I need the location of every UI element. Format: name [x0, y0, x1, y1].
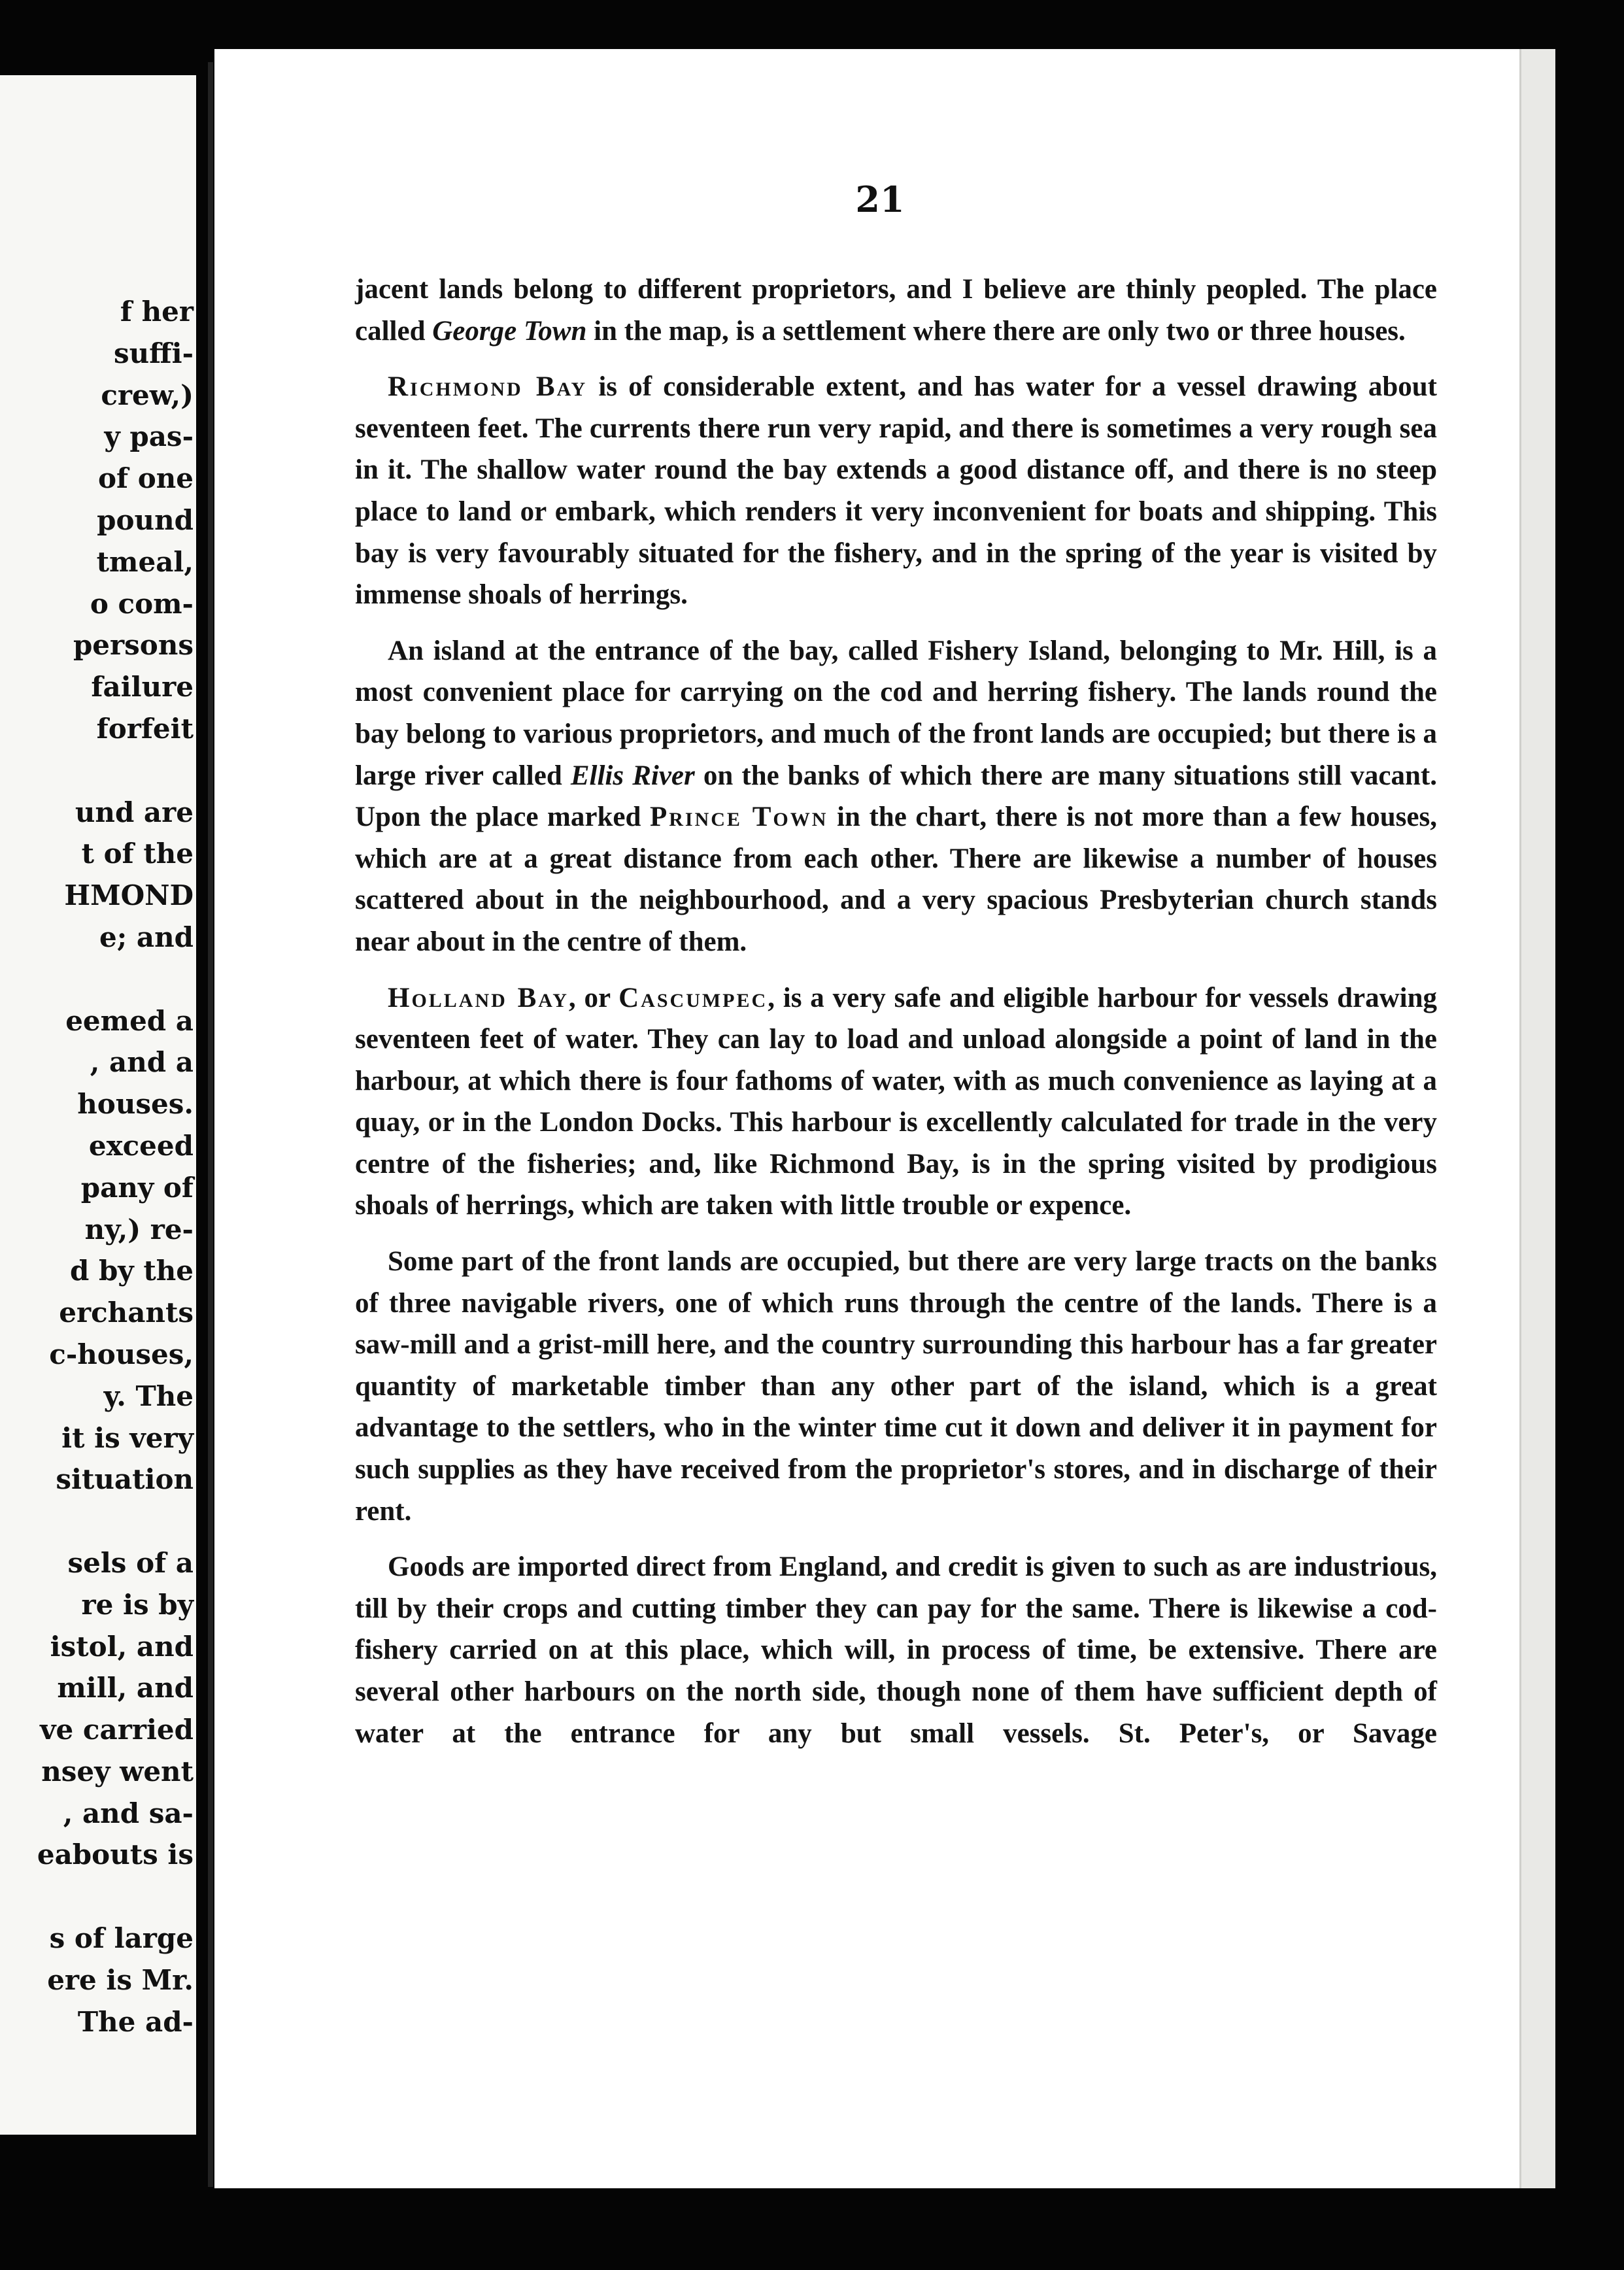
previous-page-line: erchants	[59, 1296, 194, 1329]
previous-page-line: it is very	[61, 1421, 194, 1454]
page-edge-shadow	[1519, 49, 1555, 2188]
previous-page-line: istol, and	[50, 1630, 194, 1663]
previous-page-line: ere is Mr.	[47, 1963, 194, 1996]
previous-page-line	[0, 1876, 194, 1918]
p2-text: is of considerable extent, and has water for a vessel drawing about seventeen feet. The currents there run very rapid, and there is sometimes a very rough sea in it. The shallow water round the bay extends a good distance off, and there is no steep place to land or embark, which renders it very inconvenient for boats and shipping. This bay is very favourably situated for the fishery, and in the spring of the year is visited by immense shoals of herrings.	[355, 371, 1437, 611]
p4-caps-a: Holland Bay	[388, 982, 569, 1013]
p5-text: Some part of the front lands are occupied, but there are very large tracts on the banks of three navigable rivers, one of which runs through the centre of the lands. There is a saw-mill and a grist-mill here, and the country surrounding this harbour has a far greater quantity of marketable timber than any other part of the island, which is a great advantage to the settlers, who in the winter time cut it down and deliver it in payment for such supplies as they have received from the proprietor's stores, and in discharge of their rent.	[355, 1246, 1437, 1527]
previous-page-line: ny,) re-	[84, 1213, 194, 1245]
previous-page-line: nsey went	[41, 1755, 194, 1787]
previous-page-line: eabouts is	[37, 1838, 194, 1871]
p4-caps-b: Cascumpec	[618, 982, 768, 1013]
page-body	[355, 269, 1437, 1769]
previous-page-line: s of large	[49, 1922, 194, 1955]
p2-heading-caps: Richmond Bay	[388, 371, 588, 403]
previous-page-line: failure	[91, 671, 194, 703]
previous-page-line: o com-	[90, 587, 194, 620]
previous-page-line: mill, and	[57, 1672, 194, 1704]
p1-text-after: in the map, is a settlement where there are only two or three houses.	[586, 315, 1406, 347]
previous-page-line: y pas-	[104, 420, 194, 453]
page-gutter	[208, 62, 213, 2187]
previous-page-line	[0, 750, 194, 792]
previous-page-line: ve carried	[40, 1714, 194, 1746]
previous-page-line: pound	[97, 503, 194, 536]
previous-page-line: situation	[56, 1463, 194, 1496]
p6-text: Goods are imported direct from England, and credit is given to such as are industrious, till by their crops and cutting timber they can pay for the same. There is likewise a cod-fishery carried on at this place, which will, in process of time, be extensive. There are several other harbours on the north side, though none of them have sufficient depth of water at the entrance for any but small vessels. St. Peter's, or Savage	[355, 1551, 1437, 1749]
previous-page-line: HMOND	[64, 879, 194, 912]
previous-page-line: re is by	[81, 1588, 194, 1621]
paragraph-5	[355, 1241, 1437, 1532]
previous-page-line: sels of a	[67, 1546, 194, 1579]
previous-page-line: eemed a	[65, 1004, 194, 1037]
previous-page-line: , and sa-	[63, 1797, 194, 1829]
previous-page-line: f her	[120, 296, 194, 328]
previous-page-line: forfeit	[96, 712, 194, 745]
paragraph-3	[355, 630, 1437, 963]
previous-page-fragment	[0, 75, 196, 2135]
previous-page-line: persons	[73, 629, 194, 662]
previous-page-line: houses.	[77, 1088, 194, 1121]
previous-page-line: crew,)	[101, 379, 194, 411]
previous-page-line: y. The	[103, 1380, 194, 1412]
previous-page-line: pany of	[80, 1171, 194, 1204]
previous-page-line: of one	[98, 462, 194, 495]
previous-page-line: exceed	[88, 1129, 194, 1162]
previous-page-line: c-houses,	[49, 1338, 194, 1370]
p1-text: jacent lands belong to different proprietors, and I believe are thinly peopled. The place called	[355, 274, 1437, 347]
previous-page-line: suffi-	[113, 337, 194, 369]
paragraph-6	[355, 1546, 1437, 1754]
p1-italic-place: George Town	[432, 315, 587, 347]
paragraph-4	[355, 977, 1437, 1227]
p3-text-b: on the banks of which there are many situations still vacant. Upon the place marked	[355, 760, 1437, 833]
previous-page-line: t of the	[81, 838, 194, 870]
page	[214, 49, 1519, 2188]
p3-text-c: in the chart, there is not more than a few houses, which are at a great distance from each other. There are likewise a number of houses scattered about in the neighbourhood, and a very spacious Presbyterian church stands near about in the centre of them.	[355, 802, 1437, 957]
previous-page-line: The ad-	[77, 2005, 194, 2038]
paragraph-2	[355, 366, 1437, 616]
page-number: 21	[855, 178, 905, 220]
previous-page-line: und are	[75, 796, 194, 828]
p4-text-a: , or	[568, 982, 619, 1013]
previous-page-line: d by the	[69, 1255, 194, 1287]
previous-page-line: tmeal,	[96, 545, 194, 578]
p3-caps-town: Prince Town	[649, 802, 828, 833]
previous-page-text	[0, 291, 196, 2042]
previous-page-line: , and a	[90, 1046, 194, 1079]
previous-page-line: e; and	[99, 921, 194, 953]
previous-page-line	[0, 958, 194, 1000]
previous-page-line	[0, 1500, 194, 1542]
p3-text-a: An island at the entrance of the bay, called Fishery Island, belonging to Mr. Hill, is a most convenient place for carrying on the cod and herring fishery. The lands round the bay belong to various proprietors, and much of the front lands are occupied; but there is a large river called	[355, 635, 1437, 791]
p3-italic-river: Ellis River	[570, 760, 695, 791]
paragraph-1	[355, 269, 1437, 352]
p4-text-b: , is a very safe and eligible harbour for vessels drawing seventeen feet of water. They can lay to load and unload alongside a point of land in the harbour, at which there is four fathoms of water, with as much convenience as laying at a quay, or in the London Docks. This harbour is excellently calculated for trade in the very centre of the fisheries; and, like Richmond Bay, is in the spring visited by prodigious shoals of herrings, which are taken with little trouble or expence.	[355, 982, 1437, 1221]
